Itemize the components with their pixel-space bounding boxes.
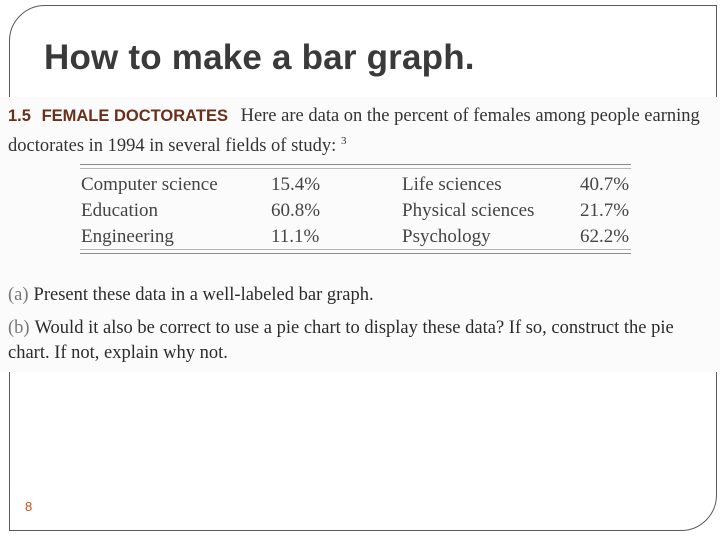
field-percent: 60.8% [271, 200, 321, 221]
field-name: Life sciences [402, 174, 502, 195]
field-percent: 11.1% [271, 226, 320, 247]
field-name: Education [81, 200, 159, 221]
field-percent: 62.2% [580, 226, 630, 247]
slide-number: 8 [25, 499, 33, 514]
field-name: Engineering [81, 226, 174, 247]
problem-heading: FEMALE DOCTORATES [41, 107, 228, 125]
question-text: Would it also be correct to use a pie chart to display these data? If so, construct the pie chart. If not, explain why not. [8, 318, 674, 363]
problem-number: 1.5 [8, 107, 31, 125]
table-row [80, 222, 631, 248]
field-percent: 40.7% [580, 174, 630, 195]
question-label: (a) [8, 285, 29, 305]
table-row [80, 170, 631, 196]
problem-intro-text: Here are data on the percent of females among people earning doctorates in 1994 in several fields of study: [8, 106, 700, 157]
field-name: Computer science [81, 174, 218, 195]
footnote-marker: 3 [340, 135, 347, 147]
field-name: Physical sciences [402, 200, 535, 221]
data-table [80, 164, 631, 254]
slide-title: How to make a bar graph. [44, 38, 475, 77]
table-row [80, 196, 631, 222]
field-percent: 15.4% [271, 174, 321, 195]
field-name: Psychology [402, 226, 491, 247]
problem-intro [8, 104, 713, 159]
question-label: (b) [8, 318, 30, 338]
question-text: Present these data in a well-labeled bar graph. [33, 285, 374, 305]
question-a [8, 283, 713, 308]
field-percent: 21.7% [580, 200, 630, 221]
question-b [8, 316, 713, 366]
textbook-scan [0, 97, 720, 372]
